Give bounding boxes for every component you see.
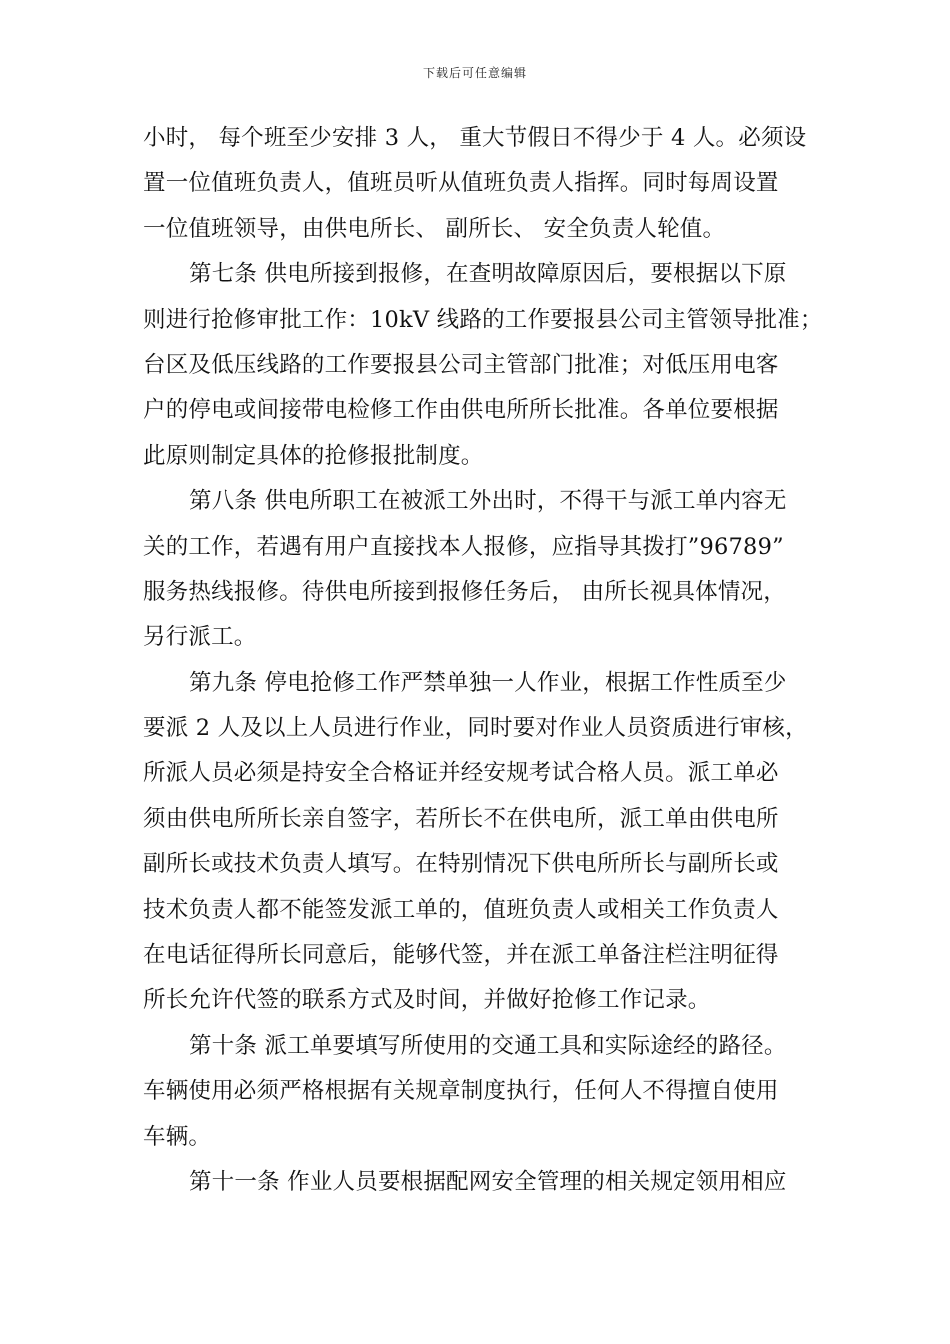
text-line: 关的工作，若遇有用户直接找本人报修，应指导其拨打”96789” bbox=[143, 533, 784, 560]
text-line: 在电话征得所长同意后，能够代签，并在派工单备注栏注明征得 bbox=[143, 942, 779, 969]
text-line: 则进行抢修审批工作：10kV 线路的工作要报县公司主管领导批准； bbox=[143, 306, 823, 333]
text-line: 第八条 供电所职工在被派工外出时，不得干与派工单内容无 bbox=[189, 488, 787, 515]
text-line: 第十一条 作业人员要根据配网安全管理的相关规定领用相应 bbox=[189, 1168, 787, 1195]
text-line: 所长允许代签的联系方式及时间，并做好抢修工作记录。 bbox=[143, 987, 711, 1014]
text-line: 台区及低压线路的工作要报县公司主管部门批准；对低压用电客 bbox=[143, 351, 779, 378]
text-line: 技术负责人都不能签发派工单的，值班负责人或相关工作负责人 bbox=[143, 896, 779, 923]
text-line: 车辆使用必须严格根据有关规章制度执行，任何人不得擅自使用 bbox=[143, 1078, 779, 1105]
text-line: 户的停电或间接带电检修工作由供电所所长批准。各单位要根据 bbox=[143, 397, 779, 424]
text-line: 服务热线报修。待供电所接到报修任务后， 由所长视具体情况， bbox=[143, 578, 786, 605]
document-body bbox=[143, 116, 823, 1205]
text-line: 副所长或技术负责人填写。在特别情况下供电所所长与副所长或 bbox=[143, 851, 779, 878]
text-line: 一位值班领导，由供电所长、 副所长、 安全负责人轮值。 bbox=[143, 215, 726, 242]
text-line: 要派 2 人及以上人员进行作业，同时要对作业人员资质进行审核， bbox=[143, 715, 808, 742]
text-line: 须由供电所所长亲自签字，若所长不在供电所，派工单由供电所 bbox=[143, 805, 779, 832]
text-line: 第七条 供电所接到报修，在查明故障原因后，要根据以下原 bbox=[189, 261, 787, 288]
text-line: 所派人员必须是持安全合格证并经安规考试合格人员。派工单必 bbox=[143, 760, 779, 787]
page-header-note: 下载后可任意编辑 bbox=[422, 66, 527, 80]
text-line: 第九条 停电抢修工作严禁单独一人作业，根据工作性质至少 bbox=[189, 669, 787, 696]
text-line: 车辆。 bbox=[143, 1123, 212, 1150]
text-line: 小时， 每个班至少安排 3 人， 重大节假日不得少于 4 人。必须设 bbox=[143, 125, 807, 151]
text-line: 此原则制定具体的抢修报批制度。 bbox=[143, 442, 484, 469]
text-line: 置一位值班负责人，值班员听从值班负责人指挥。同时每周设置 bbox=[143, 170, 779, 197]
text-line: 另行派工。 bbox=[143, 624, 257, 651]
text-line: 第十条 派工单要填写所使用的交通工具和实际途经的路径。 bbox=[189, 1032, 787, 1059]
